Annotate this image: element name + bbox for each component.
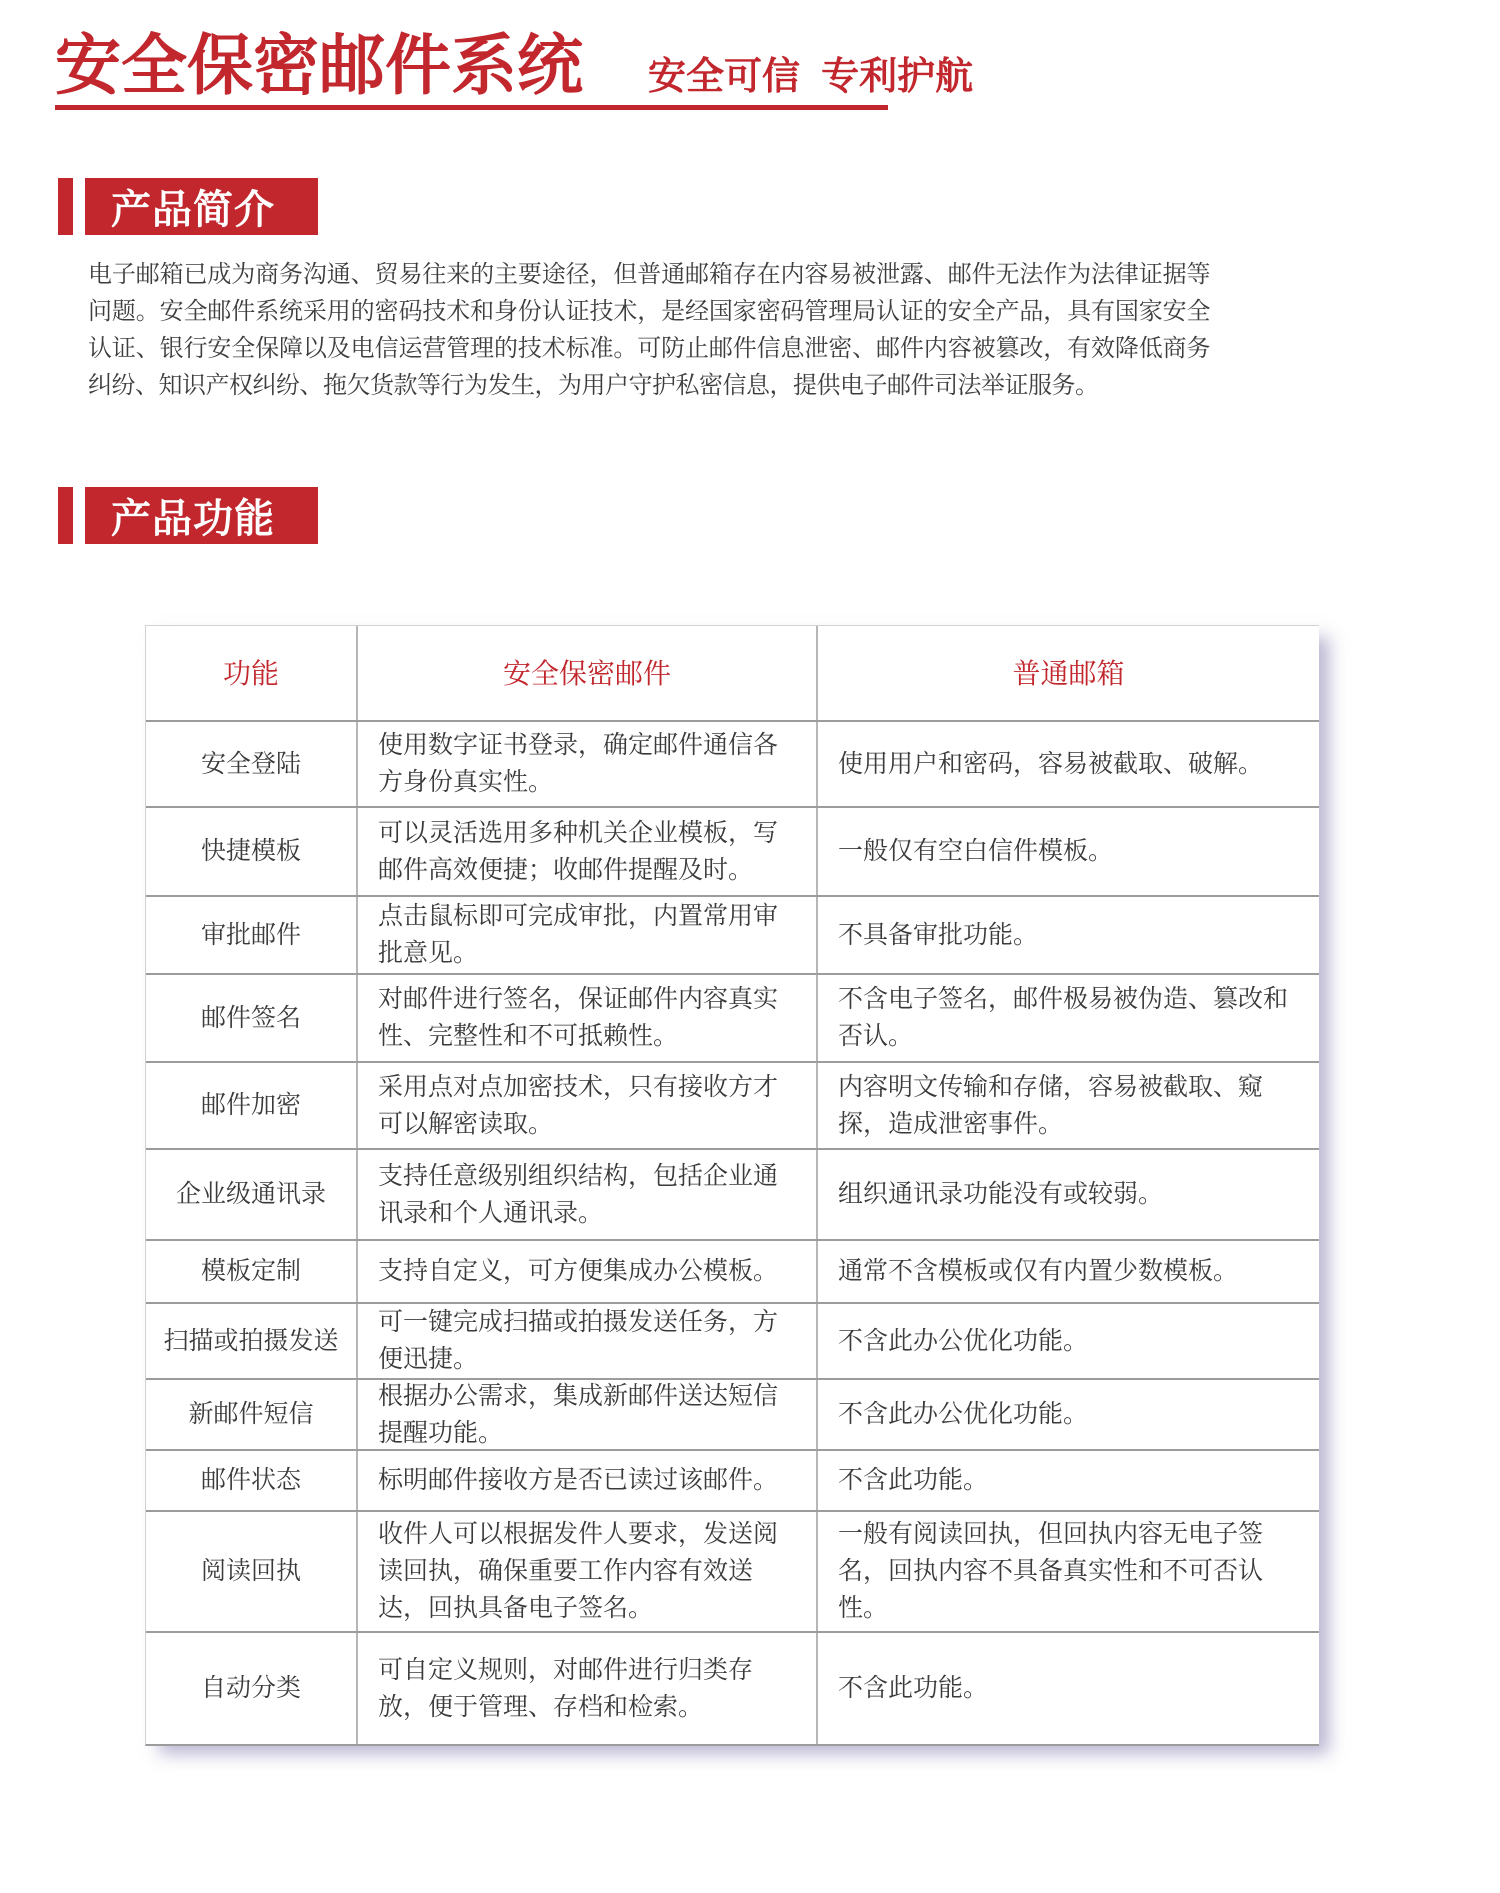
header-cell-secure-mail: 安全保密邮件 — [356, 626, 816, 720]
secure-mail-cell: 收件人可以根据发件人要求，发送阅读回执，确保重要工作内容有效送达，回执具备电子签名。 — [356, 1512, 816, 1631]
page-tagline: 安全可信 专利护航 — [648, 56, 974, 98]
secure-mail-cell: 对邮件进行签名，保证邮件内容真实性、完整性和不可抵赖性。 — [356, 975, 816, 1061]
table-row — [146, 1449, 1319, 1510]
ordinary-mail-cell: 使用用户和密码，容易被截取、破解。 — [816, 722, 1319, 806]
feature-name-cell: 阅读回执 — [200, 1557, 301, 1585]
table-row — [146, 1302, 1319, 1378]
feature-name-cell: 安全登陆 — [200, 749, 301, 778]
table-row — [146, 1239, 1319, 1302]
ordinary-mail-cell: 不含此办公优化功能。 — [816, 1304, 1319, 1378]
feature-name-cell: 模板定制 — [200, 1257, 301, 1285]
table-row — [146, 720, 1319, 806]
table-row — [146, 1061, 1319, 1148]
feature-name-cell: 审批邮件 — [200, 920, 301, 949]
feature-name-cell: 自动分类 — [200, 1674, 301, 1702]
feature-name-cell: 快捷模板 — [200, 837, 301, 865]
ordinary-mail-cell: 通常不含模板或仅有内置少数模板。 — [816, 1241, 1319, 1302]
feature-comparison-table — [145, 625, 1319, 1746]
accent-bar — [58, 178, 73, 235]
title-underline — [55, 105, 888, 110]
ordinary-mail-cell: 不含此功能。 — [816, 1451, 1319, 1510]
secure-mail-cell: 点击鼠标即可完成审批，内置常用审批意见。 — [356, 897, 816, 973]
secure-mail-cell: 支持自定义，可方便集成办公模板。 — [356, 1241, 816, 1302]
section-heading-intro-label: 产品简介 — [85, 178, 318, 235]
ordinary-mail-cell: 内容明文传输和存储，容易被截取、窥探，造成泄密事件。 — [816, 1063, 1319, 1148]
ordinary-mail-cell: 组织通讯录功能没有或较弱。 — [816, 1150, 1319, 1239]
intro-paragraph: 电子邮箱已成为商务沟通、贸易往来的主要途径，但普通邮箱存在内容易被泄露、邮件无法作为法律证据等问题。安全邮件系统采用的密码技术和身份认证技术，是经国家密码管理局认证的安全产品，具有国家安全认证、银行安全保障以及电信运营管理的技术标准。可防止邮件信息泄密、邮件内容被篡改，有效降低商务纠纷、知识产权纠纷、拖欠货款等行为发生，为用户守护私密信息，提供电子邮件司法举证服务。 — [88, 261, 1210, 399]
feature-name-cell: 邮件加密 — [200, 1091, 301, 1119]
table-row — [146, 1510, 1319, 1631]
ordinary-mail-cell: 一般仅有空白信件模板。 — [816, 808, 1319, 895]
secure-mail-cell: 可以灵活选用多种机关企业模板，写邮件高效便捷；收邮件提醒及时。 — [356, 808, 816, 895]
feature-name-cell: 邮件签名 — [200, 1003, 301, 1032]
secure-mail-cell: 使用数字证书登录，确定邮件通信各方身份真实性。 — [356, 722, 816, 806]
table-row — [146, 1378, 1319, 1449]
secure-mail-cell: 可自定义规则，对邮件进行归类存放，便于管理、存档和检索。 — [356, 1633, 816, 1744]
ordinary-mail-cell: 不含此办公优化功能。 — [816, 1380, 1319, 1449]
feature-name-cell: 扫描或拍摄发送 — [163, 1326, 339, 1355]
section-heading-features — [58, 487, 318, 544]
header-cell-ordinary-mail: 普通邮箱 — [816, 626, 1319, 720]
table-row — [146, 1148, 1319, 1239]
feature-name-cell: 新邮件短信 — [188, 1400, 314, 1428]
page-title: 安全保密邮件系统 — [55, 28, 583, 102]
section-heading-features-label: 产品功能 — [85, 487, 318, 544]
secure-mail-cell: 采用点对点加密技术，只有接收方才可以解密读取。 — [356, 1063, 816, 1148]
table-row — [146, 1631, 1319, 1744]
table-row — [146, 973, 1319, 1061]
ordinary-mail-cell: 不具备审批功能。 — [816, 897, 1319, 973]
feature-name-cell: 邮件状态 — [200, 1466, 301, 1494]
ordinary-mail-cell: 一般有阅读回执，但回执内容无电子签名，回执内容不具备真实性和不可否认性。 — [816, 1512, 1319, 1631]
accent-bar — [58, 487, 73, 544]
section-heading-intro — [58, 178, 318, 235]
secure-mail-cell: 可一键完成扫描或拍摄发送任务，方便迅捷。 — [356, 1304, 816, 1378]
secure-mail-cell: 标明邮件接收方是否已读过该邮件。 — [356, 1451, 816, 1510]
header-cell-feature: 功能 — [222, 657, 279, 689]
feature-name-cell: 企业级通讯录 — [175, 1180, 326, 1208]
table-row — [146, 895, 1319, 973]
secure-mail-cell: 根据办公需求，集成新邮件送达短信提醒功能。 — [356, 1380, 816, 1449]
ordinary-mail-cell: 不含此功能。 — [816, 1633, 1319, 1744]
ordinary-mail-cell: 不含电子签名，邮件极易被伪造、篡改和否认。 — [816, 975, 1319, 1061]
secure-mail-cell: 支持任意级别组织结构，包括企业通讯录和个人通讯录。 — [356, 1150, 816, 1239]
table-header-row — [146, 626, 1319, 720]
table-row — [146, 806, 1319, 895]
